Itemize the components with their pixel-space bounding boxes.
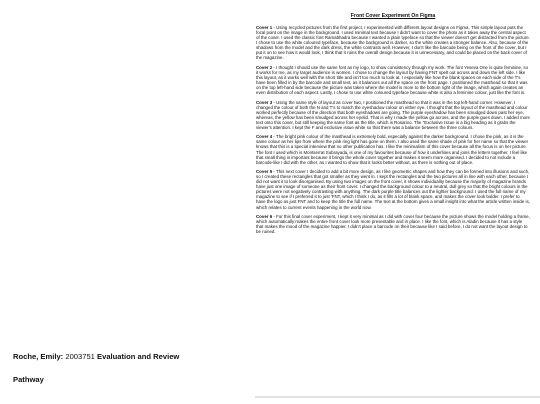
cover-label: Cover 3 (256, 99, 273, 105)
cover-text: - Using recycled pictures from the first project, I experimented with different layout designs on Figma. This simple layout puts the focal point on the image in the background. I used minimal text because I didn't want to cover the photo as it takes away the central aspect of the cover. I used the classic font Ramabhadra because I wanted a plain typeface so that the viewer doesn't get distracted from the picture. I chose to use the white coloured typeface, because the background is darker, so the white creates a stronger balance. Also, because of the shadows from the model and the dark dress, the white contrasts well. However, I don't like the barcode being on the front of the cover, but I put it on to see how it would look, I think that it ruins the overall design because it is unnecessary, and could be placed on the back cover of the magazine. (256, 25, 530, 61)
author-name: Roche, Emily: (13, 352, 64, 361)
footer-section: Pathway (13, 375, 44, 384)
cover-2-paragraph (256, 65, 530, 95)
cover-text: - For this final cover experiment, I kept it very minimal as I did with cover four because the picture shows the model holding a frame, which automatically makes the entire front cover look more presentable and in place. I like the font, which is Aladin because it has a style that makes the mood of the magazine happier. I didn't place a barcode on their because like I said before, I do not want the layout design to be ruined. (256, 214, 530, 235)
cover-label: Cover 6 (256, 214, 273, 220)
cover-text: - This next cover I decided to add a bit more design, as I like geometric shapes and how they can be formed into illusions and such, so I created these rectangles that got smaller as they went in. I kept the rectangles and the two pictures all in line with each other, because I did not want it to look disorganised. By using two images on the front cover, it shows individuality because the majority of magazine brands have just one image of someone as their front cover. I changed the background colour to a neutral, dull grey so that the bright colours in the pictures were not negatively contrasting with anything. The dark purple title balances out the lighter background. I used the full name of my magazine to see if I preferred it to just 'FNT, which I think I do, as it fills a lot of blank space, and makes the cover look bolder. I prefer to have the logo as just FNT and to keep the title the full name. The text at the bottom gives a small insight into what the article written inside is, which relates to current events happening in the world now. (256, 169, 530, 210)
cover-4-paragraph (256, 134, 530, 164)
cover-text: - Using the same style of layout as cover two, I positioned the masthead so that it was in the top left-hand corner. However, I changed the colour of both the N and T's to match the eyeshadow colour on either eye. I thought that the layout of the masthead and colour worked perfectly because of the direction that both eyeshadows are going. The purple eyeshadow has been smudged down past her eye, whereas, the yellow has been smudged across her eyelid. That is why I made the yellow go across, and the purple goes down. I added more text onto this cover, but still keeping the same font as the title, which is Rosarivo. The "Exclusive Issue is a big heading as it grabs the viewer's attention. I kept the F and exclusive issue white so that there was a balance between the three colours. (256, 99, 530, 130)
cover-6-paragraph (256, 214, 530, 234)
cover-5-paragraph (256, 169, 530, 209)
left-panel (0, 0, 250, 404)
footer-author-line (13, 352, 179, 361)
cover-label: Cover 4 (256, 134, 273, 140)
document-page (255, 0, 540, 398)
cover-1-paragraph (256, 25, 530, 60)
cover-text: - The bright pink colour of the masthead is extremely bold, especially against the darker background. I chose the pink, as it is the same colour as her lips from where the pink ring light has gone on them. I also used the same shade of pink for her name so that the viewer knows that this is a special interview that no other publication has. I like the minimalism of this cover because all the focus is on her picture. The font I used which is Montserrat Subrayada, is one of my favourites because of how it underlines and joins the letters together. I feel like that small thing is important because it brings the whole cover together and makes it seem more organised. I decided to not include a barcode-like I did with the other, as I wanted to show that it looks better without, as there is nothing out of place. (256, 134, 529, 165)
cover-label: Cover 5 (256, 169, 273, 175)
cover-label: Cover 1 (256, 25, 273, 30)
document-title: Front Cover Experiment On Figma (350, 13, 436, 19)
cover-label: Cover 2 (256, 64, 273, 70)
student-id: 2003751 (65, 352, 95, 361)
module-title: Evaluation and Review (97, 352, 180, 361)
cover-3-paragraph (256, 100, 530, 130)
cover-text: - I thought I should use the same font as my logo, to show consistency through my work. The font Yeseva One is quite feminine, so it works for me, as my target audience is women. I chose to change the layout by having FNT spelt out across and down the left side. I like this layout, as it works well with the short title and isn't too much to look at. I especially like how the blank spaces on each side of the T's have been filled in by the barcode and small text, as it balances out all the space on the front page. I positioned the masthead so that it was on the top left-hand side because the picture was taken where the model is more to the bottom right of the image, which again creates an even distribution of each aspect. Lastly, I chose to use white coloured typeface because white is also a feminine colour, just like the font is. (256, 64, 529, 96)
